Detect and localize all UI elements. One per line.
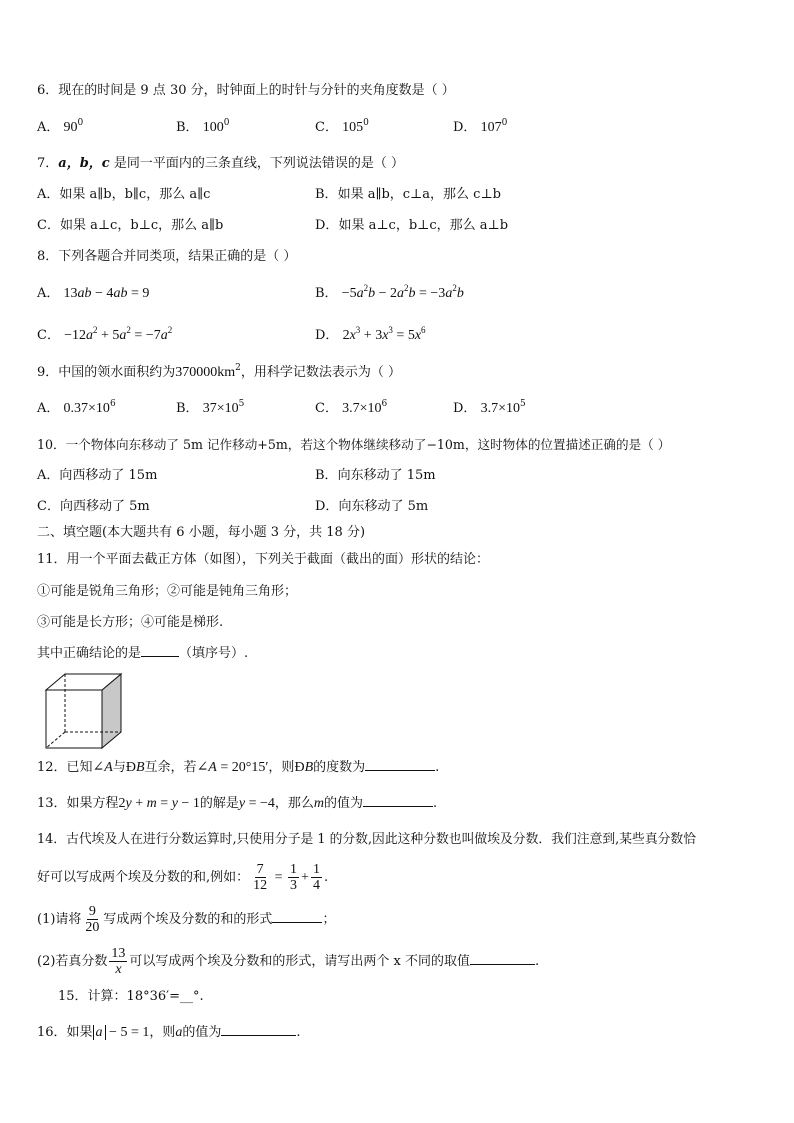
q9-option-a: A． $0.37\times 10^6$ xyxy=(37,399,116,416)
fraction-7-12: $\frac{7}{12}$ xyxy=(253,862,268,893)
fraction-9-20: $\frac{9}{20}$ xyxy=(85,904,100,935)
q8-option-d: D． $2x^3 + 3x^3 = 5x^6$ xyxy=(315,325,426,343)
q11-ask: 其中正确结论的是 （填序号）. xyxy=(37,646,249,661)
q10-option-b: B．向东移动了 15m xyxy=(315,468,436,483)
q6-option-d: D． $107^0$ xyxy=(453,118,508,135)
fraction-1-4: $\frac{1}{4}$ xyxy=(312,862,320,893)
q14-part2: (2)若真分数 $\frac{13}{x}$ 可以写成两个埃及分数和的形式，请写出两个 x 不同的取值 . xyxy=(37,946,540,977)
q16: 16．如果 a − 5 = 1，则a的值为 . xyxy=(37,1025,301,1040)
q9-option-c: C． $3.7\times 10^6$ xyxy=(315,399,388,416)
q14-line2: 好可以写成两个埃及分数的和,例如： $\frac{7}{12}$ = $\frac{1}{3}$ + $\frac{1}{4}$ . xyxy=(37,862,329,893)
q6-option-b: B． $100^0$ xyxy=(176,118,230,135)
q15: 15．计算：18°36′=__°. xyxy=(58,989,204,1004)
q7-option-a: A．如果 a∥b，b∥c，那么 a∥c xyxy=(37,187,211,202)
q10-stem: 10．一个物体向东移动了 5m 记作移动+5m，若这个物体继续移动了−10m，这时物体的位置描述正确的是（ ） xyxy=(37,437,671,452)
q9-stem: 9．中国的领水面积约为$370000km^2$，用科学记数法表示为（ ） xyxy=(37,363,402,380)
q11-stem: 11．用一个平面去截正方体（如图），下列关于截面（截出的面）形状的结论： xyxy=(37,552,490,567)
q14-part2-answer-blank xyxy=(470,964,535,965)
q7-stem: 7．a，b，c 是同一平面内的三条直线，下列说法错误的是（ ） xyxy=(37,156,404,171)
q11-line2: ③可能是长方形；④可能是梯形. xyxy=(37,615,224,630)
section-2-heading: 二、填空题(本大题共有 6 小题，每小题 3 分，共 18 分) xyxy=(37,525,366,540)
q8-option-b: B． $-5a^2b - 2a^2b = -3a^2b$ xyxy=(315,283,464,301)
q7-option-c: C．如果 a⊥c，b⊥c，那么 a∥b xyxy=(37,218,224,233)
q12: 12．已知∠A与ÐB互余，若∠A = 20°15′，则ÐB的度数为 . xyxy=(37,760,440,775)
q6-stem: 6．现在的时间是 9 点 30 分，时钟面上的时针与分针的夹角度数是（ ） xyxy=(37,83,455,98)
q12-answer-blank xyxy=(365,770,435,771)
q14-part1: (1)请将 $\frac{9}{20}$ 写成两个埃及分数的和的形式 ； xyxy=(37,904,336,935)
q9-option-d: D． $3.7\times 10^5$ xyxy=(453,399,526,416)
q16-answer-blank xyxy=(221,1035,296,1036)
fraction-13-x: $\frac{13}{x}$ xyxy=(111,946,126,977)
q6-option-a: A． $90^0$ xyxy=(37,118,84,135)
q7-option-b: B．如果 a∥b，c⊥a，那么 c⊥b xyxy=(315,187,501,202)
q10-option-a: A．向西移动了 15m xyxy=(37,468,158,483)
q14-line1: 14．古代埃及人在进行分数运算时,只使用分子是 1 的分数,因此这种分数也叫做埃及分数．我们注意到,某些真分数恰 xyxy=(37,832,697,847)
q10-option-d: D．向东移动了 5m xyxy=(315,499,429,514)
q8-stem: 8．下列各题合并同类项，结果正确的是（ ） xyxy=(37,249,297,264)
q10-option-c: C．向西移动了 5m xyxy=(37,499,150,514)
q11-answer-blank xyxy=(141,656,179,657)
q9-option-b: B． $37\times 10^5$ xyxy=(176,399,245,416)
cube-front-face xyxy=(46,690,102,748)
cube-figure xyxy=(44,672,126,750)
q14-part1-answer-blank xyxy=(272,922,322,923)
q6-option-c: C． $105^0$ xyxy=(315,118,369,135)
q13: 13．如果方程2y + m = y − 1的解是y = −4，那么m的值为 . xyxy=(37,796,438,811)
fraction-1-3: $\frac{1}{3}$ xyxy=(290,862,298,893)
q7-option-d: D．如果 a⊥c，b⊥c，那么 a⊥b xyxy=(315,218,509,233)
q8-option-c: C． $-12a^2 + 5a^2 = -7a^2$ xyxy=(37,325,173,343)
q8-option-a: A． 13ab − 4ab = 9 xyxy=(37,286,150,301)
q11-line1: ①可能是锐角三角形；②可能是钝角三角形； xyxy=(37,584,298,599)
q13-answer-blank xyxy=(363,806,433,807)
